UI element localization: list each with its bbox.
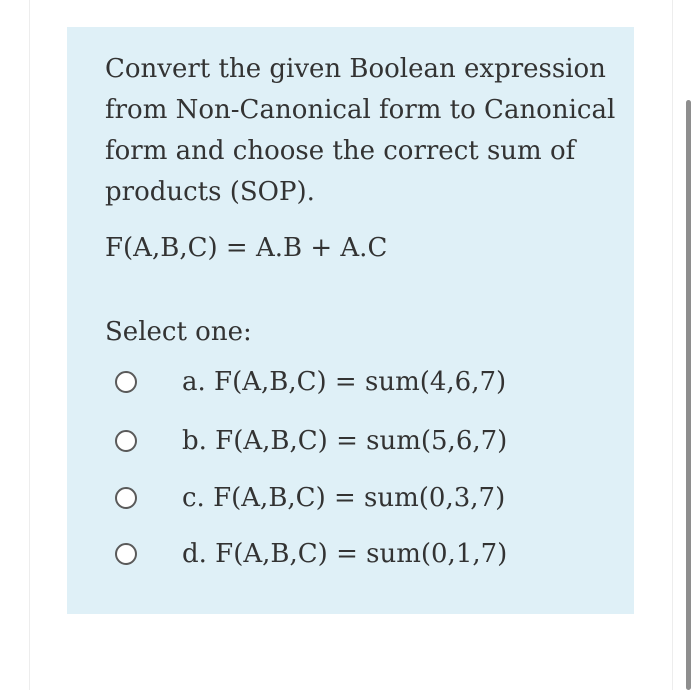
radio-button-icon[interactable] [115, 430, 137, 452]
radio-button-icon[interactable] [115, 543, 137, 565]
option-c[interactable] [115, 476, 615, 520]
scrollbar[interactable] [686, 100, 691, 690]
option-b[interactable] [115, 419, 615, 463]
option-a[interactable] [115, 360, 615, 404]
left-edge-line [29, 0, 30, 690]
right-edge-line [672, 0, 673, 690]
option-a-label[interactable]: a. F(A,B,C) = sum(4,6,7) [182, 367, 507, 397]
option-d-label[interactable]: d. F(A,B,C) = sum(0,1,7) [182, 539, 508, 569]
radio-button-icon[interactable] [115, 371, 137, 393]
question-text: Convert the given Boolean expression from Non-Canonical form to Canonical form and choose the correct sum of products (SOP). [105, 54, 616, 207]
option-c-label[interactable]: c. F(A,B,C) = sum(0,3,7) [182, 483, 506, 513]
radio-button-icon[interactable] [115, 487, 137, 509]
option-b-label[interactable]: b. F(A,B,C) = sum(5,6,7) [182, 426, 508, 456]
question-expression: F(A,B,C) = A.B + A.C [105, 233, 388, 263]
option-d[interactable] [115, 532, 615, 576]
select-one-label: Select one: [105, 317, 252, 347]
question-box [67, 27, 634, 614]
